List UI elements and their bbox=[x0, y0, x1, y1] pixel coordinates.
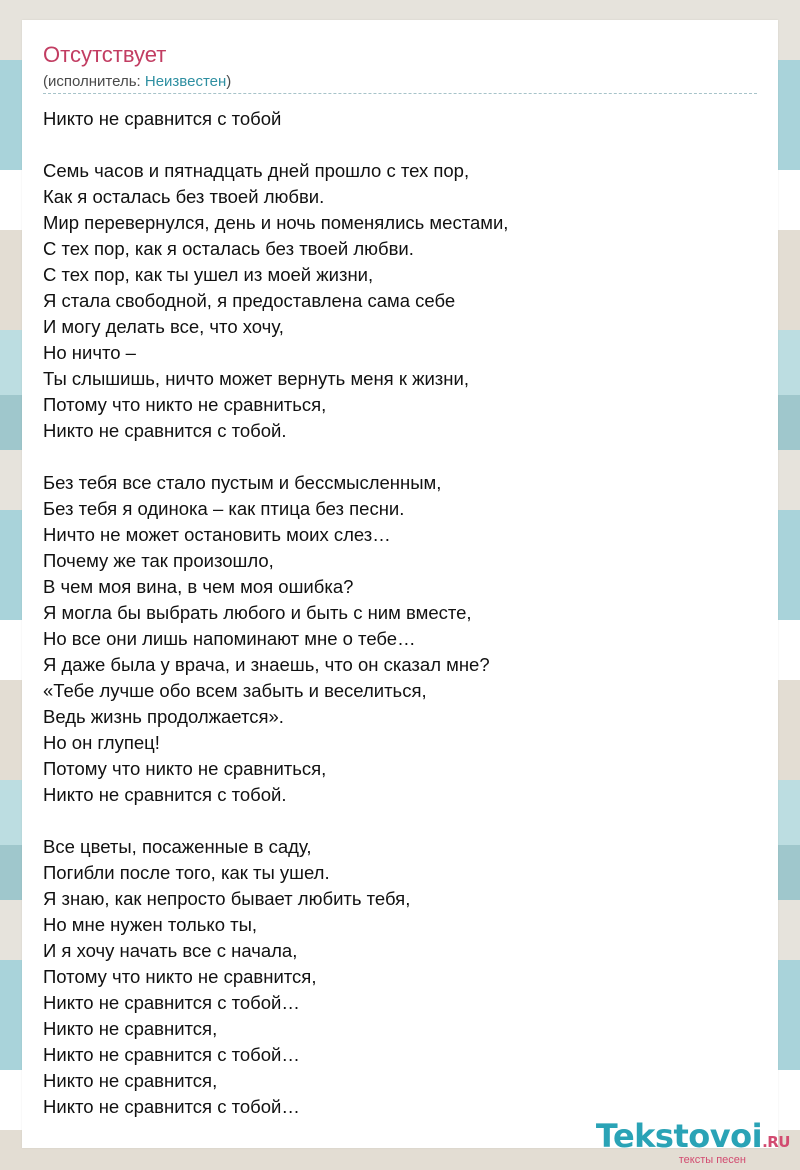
performer-line bbox=[43, 73, 231, 91]
lyric-line: Потому что никто не сравнится, bbox=[43, 966, 317, 987]
lyric-line: Никто не сравнится с тобой. bbox=[43, 420, 287, 441]
site-logo[interactable] bbox=[596, 1119, 790, 1166]
artist-link[interactable]: Неизвестен bbox=[144, 73, 227, 90]
logo-wordmark bbox=[596, 1119, 790, 1159]
lyric-line: Семь часов и пятнадцать дней прошло с тех пор, bbox=[43, 160, 470, 181]
song-title: Отсутствует bbox=[43, 42, 167, 67]
performer-prefix: (исполнитель: bbox=[43, 73, 145, 90]
lyric-line: Я знаю, как непросто бывает любить тебя, bbox=[43, 888, 411, 909]
lyric-line: И я хочу начать все с начала, bbox=[43, 940, 298, 961]
lyric-line: «Тебе лучше обо всем забыть и веселиться, bbox=[43, 680, 427, 701]
lyric-line: Почему же так произошло, bbox=[43, 550, 274, 571]
stanza-gap bbox=[43, 808, 763, 834]
lyric-line: Но мне нужен только ты, bbox=[43, 914, 258, 935]
lyric-line: Никто не сравнится с тобой… bbox=[43, 992, 300, 1013]
lyrics-card bbox=[22, 20, 778, 1148]
lyric-line: Никто не сравнится с тобой. bbox=[43, 784, 287, 805]
lyric-line: Но ничто – bbox=[43, 342, 136, 363]
lyric-line: Потому что никто не сравниться, bbox=[43, 758, 327, 779]
lyric-line: Потому что никто не сравниться, bbox=[43, 394, 327, 415]
lyric-line: Ты слышишь, ничто может вернуть меня к жизни, bbox=[43, 368, 469, 389]
lyric-line: Я стала свободной, я предоставлена сама себе bbox=[43, 290, 456, 311]
lyric-line: Никто не сравнится, bbox=[43, 1018, 218, 1039]
lyric-line: С тех пор, как ты ушел из моей жизни, bbox=[43, 264, 374, 285]
lyric-line: Мир перевернулся, день и ночь поменялись местами, bbox=[43, 212, 509, 233]
logo-tld: .RU bbox=[762, 1133, 790, 1151]
lyric-line: Никто не сравнится с тобой… bbox=[43, 1096, 300, 1117]
lyric-line: Как я осталась без твоей любви. bbox=[43, 186, 325, 207]
lyric-line: Я даже была у врача, и знаешь, что он сказал мне? bbox=[43, 654, 490, 675]
logo-name: Tekstovoi bbox=[595, 1117, 763, 1155]
title-divider bbox=[43, 93, 757, 94]
lyric-line: С тех пор, как я осталась без твоей любви. bbox=[43, 238, 414, 259]
lyric-line: Но все они лишь напоминают мне о тебе… bbox=[43, 628, 416, 649]
logo-tagline: тексты песен bbox=[678, 1154, 746, 1166]
lyric-line: Никто не сравнится, bbox=[43, 1070, 218, 1091]
lyric-line: Погибли после того, как ты ушел. bbox=[43, 862, 330, 883]
lyric-line: Ничто не может остановить моих слез… bbox=[43, 524, 391, 545]
stanza-gap bbox=[43, 444, 763, 470]
performer-suffix: ) bbox=[226, 73, 232, 90]
lyric-line: Я могла бы выбрать любого и быть с ним вместе, bbox=[43, 602, 472, 623]
lyric-line: Но он глупец! bbox=[43, 732, 160, 753]
lyrics-text bbox=[43, 106, 763, 1120]
lyric-line: И могу делать все, что хочу, bbox=[43, 316, 284, 337]
stanza-gap bbox=[43, 132, 763, 158]
lyric-line: Все цветы, посаженные в саду, bbox=[43, 836, 312, 857]
lyric-line: Без тебя все стало пустым и бессмысленным, bbox=[43, 472, 442, 493]
lyric-line: Ведь жизнь продолжается». bbox=[43, 706, 284, 727]
lyric-line: Без тебя я одинока – как птица без песни. bbox=[43, 498, 405, 519]
lyric-line: Никто не сравнится с тобой… bbox=[43, 1044, 300, 1065]
lyric-line: В чем моя вина, в чем моя ошибка? bbox=[43, 576, 354, 597]
lyric-line: Никто не сравнится с тобой bbox=[43, 108, 282, 129]
